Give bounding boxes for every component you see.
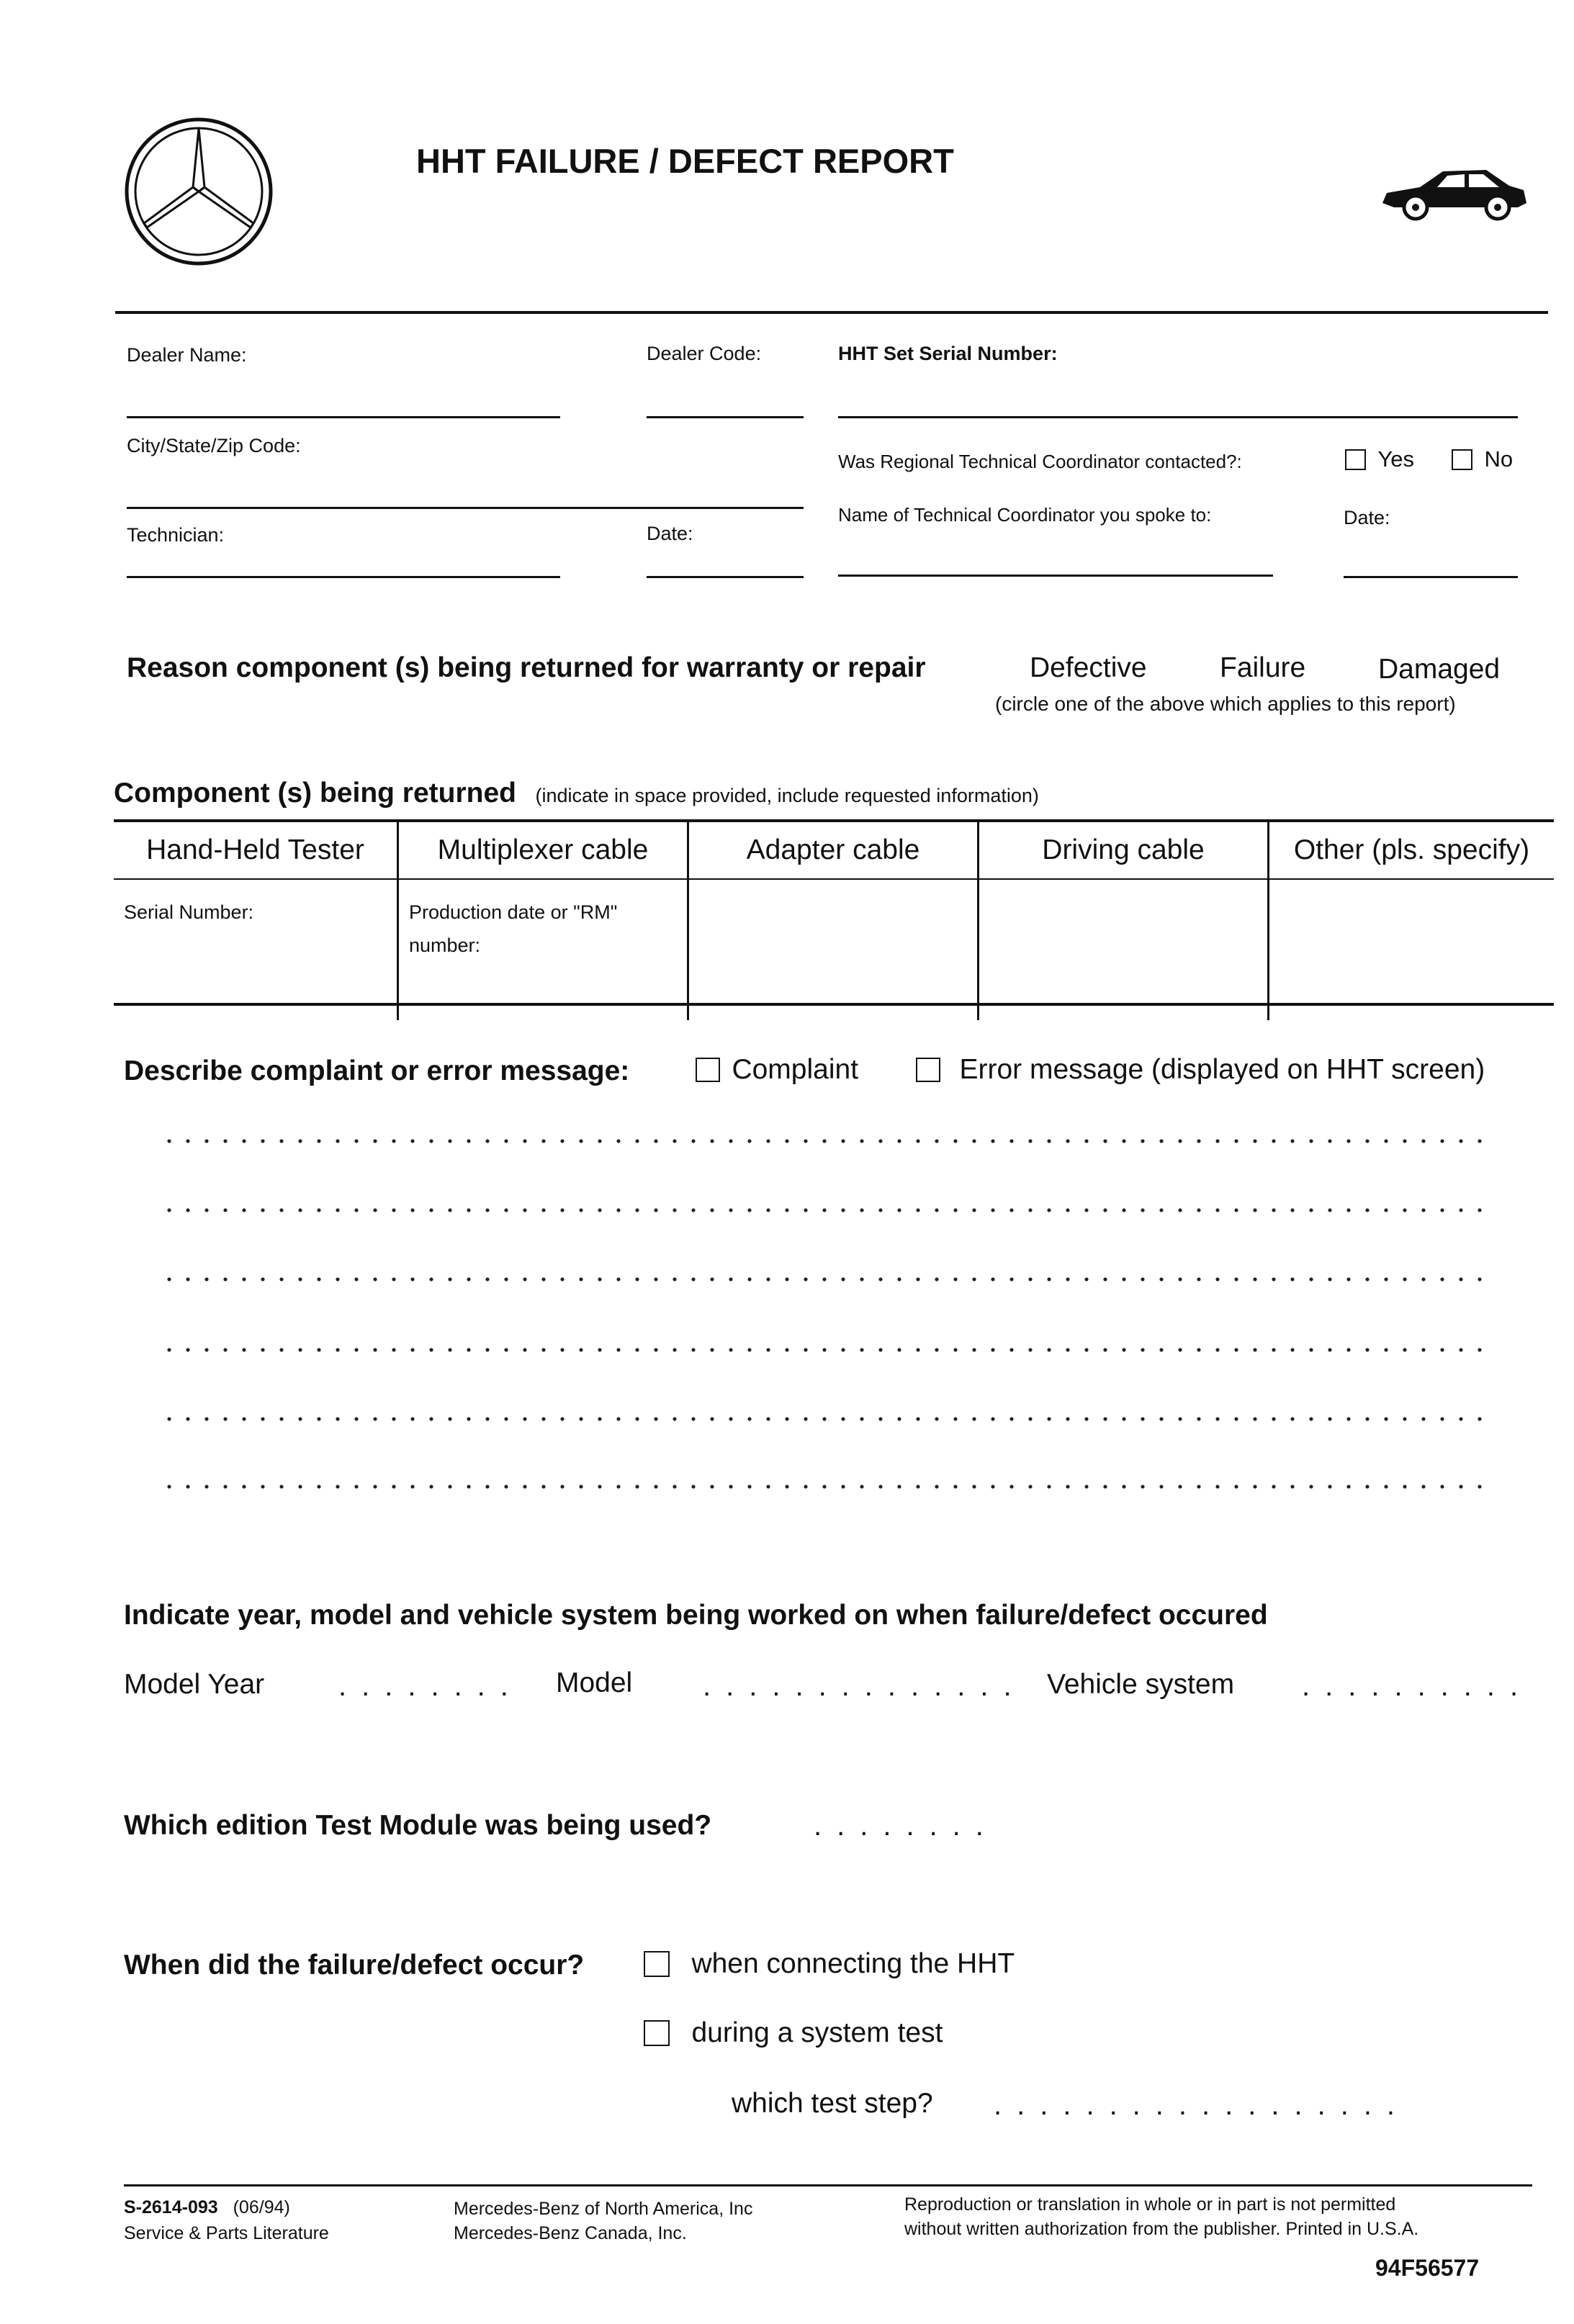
col-other: Other (pls. specify) [1269, 822, 1555, 879]
col-adapter-cable: Adapter cable [688, 822, 979, 879]
yes-checkbox[interactable] [1345, 449, 1366, 470]
complaint-line-6[interactable] [160, 1485, 1485, 1489]
star-logo-icon [122, 115, 275, 268]
coordinator-name-field[interactable] [838, 575, 1273, 577]
date2-field[interactable] [1344, 576, 1518, 578]
col-hand-held-tester: Hand-Held Tester [114, 822, 398, 879]
date2-label: Date: [1344, 507, 1390, 528]
yes-label: Yes [1377, 446, 1415, 472]
cell-serial-number[interactable]: Serial Number: [114, 879, 398, 1020]
system-test-label: during a system test [691, 2017, 943, 2048]
city-field[interactable] [127, 507, 804, 509]
test-module-question: Which edition Test Module was being used? [124, 1810, 712, 1841]
model-year-label: Model Year [124, 1669, 265, 1700]
mercedes-star-logo [122, 115, 275, 271]
complaint-line-1[interactable] [160, 1139, 1485, 1143]
hht-serial-field[interactable] [838, 416, 1518, 418]
cell-driving[interactable] [979, 879, 1269, 1020]
dealer-name-label: Dealer Name: [127, 344, 247, 366]
components-table [114, 822, 1554, 1020]
system-test-checkbox[interactable] [644, 2020, 670, 2046]
components-header-row [114, 822, 1554, 879]
cell-adapter[interactable] [688, 879, 979, 1020]
footer-divider [124, 2184, 1532, 2186]
error-message-checkbox[interactable] [916, 1058, 940, 1082]
reason-option-defective[interactable]: Defective [1030, 652, 1147, 683]
model-field[interactable]: .............. [703, 1670, 1027, 1702]
col-driving-cable: Driving cable [979, 822, 1269, 879]
system-test-option[interactable] [644, 2017, 943, 2049]
page-title: HHT FAILURE / DEFECT REPORT [416, 142, 954, 180]
no-checkbox[interactable] [1452, 449, 1472, 470]
components-heading [114, 778, 1039, 809]
dealer-name-field[interactable] [127, 416, 560, 418]
footer-dept: Service & Parts Literature [124, 2223, 329, 2243]
date-label: Date: [647, 523, 693, 544]
test-module-field[interactable]: ........ [814, 1810, 999, 1842]
error-message-option[interactable] [916, 1054, 1485, 1086]
complaint-checkbox[interactable] [696, 1058, 720, 1082]
footer-notice-2: without written authorization from the publisher. Printed in U.S.A. [904, 2219, 1419, 2239]
error-message-label: Error message (displayed on HHT screen) [959, 1054, 1485, 1085]
technician-field[interactable] [127, 576, 560, 578]
footer-company-1: Mercedes-Benz of North America, Inc [454, 2199, 753, 2219]
connecting-option[interactable] [644, 1948, 1015, 1980]
dealer-code-label: Dealer Code: [647, 343, 762, 364]
complaint-line-4[interactable] [160, 1348, 1485, 1352]
form-number [124, 2197, 290, 2218]
complaint-question: Describe complaint or error message: [124, 1055, 630, 1086]
which-step-field[interactable]: .................. [994, 2089, 1411, 2121]
doc-id: 94F56577 [1375, 2255, 1480, 2281]
components-note: (indicate in space provided, include requested information) [535, 785, 1039, 806]
connecting-checkbox[interactable] [644, 1951, 670, 1977]
reason-option-damaged[interactable]: Damaged [1378, 654, 1501, 685]
form-date: (06/94) [233, 2197, 290, 2217]
complaint-line-2[interactable] [160, 1208, 1485, 1212]
complaint-line-3[interactable] [160, 1277, 1485, 1282]
form-number-text: S-2614-093 [124, 2197, 218, 2217]
cell-production-date[interactable]: Production date or "RM" number: [398, 879, 688, 1020]
no-label: No [1484, 446, 1514, 472]
reason-option-failure[interactable]: Failure [1220, 652, 1306, 683]
vehicle-system-label: Vehicle system [1047, 1669, 1235, 1700]
reason-question: Reason component (s) being returned for warranty or repair [127, 652, 926, 683]
which-step-label: which test step? [732, 2088, 933, 2119]
technician-label: Technician: [127, 524, 225, 546]
car-icon [1377, 166, 1529, 227]
occurrence-question: When did the failure/defect occur? [124, 1950, 585, 1981]
yes-option[interactable] [1345, 446, 1414, 472]
footer-company-2: Mercedes-Benz Canada, Inc. [454, 2223, 687, 2243]
complaint-line-5[interactable] [160, 1417, 1485, 1421]
cell-other[interactable] [1269, 879, 1555, 1020]
complaint-option[interactable] [696, 1054, 858, 1086]
col-multiplexer-cable: Multiplexer cable [398, 822, 688, 879]
vehicle-system-field[interactable]: .......... [1302, 1670, 1534, 1702]
no-option[interactable] [1452, 446, 1513, 472]
reason-note: (circle one of the above which applies to this report) [995, 693, 1456, 715]
model-year-field[interactable]: ........ [338, 1670, 523, 1702]
dealer-code-field[interactable] [647, 416, 804, 418]
components-entry-row [114, 879, 1554, 1020]
hht-serial-label: HHT Set Serial Number: [838, 343, 1058, 364]
regional-coordinator-question: Was Regional Technical Coordinator contacted?: [838, 451, 1242, 472]
coordinator-name-label: Name of Technical Coordinator you spoke to: [838, 504, 1212, 526]
vehicle-heading: Indicate year, model and vehicle system being worked on when failure/defect occured [124, 1600, 1268, 1631]
components-bottom-rule [114, 1003, 1554, 1006]
footer-notice-1: Reproduction or translation in whole or in part is not permitted [904, 2194, 1396, 2215]
date-field[interactable] [647, 576, 804, 578]
city-label: City/State/Zip Code: [127, 435, 301, 456]
components-heading-text: Component (s) being returned [114, 778, 516, 809]
model-label: Model [556, 1667, 633, 1698]
header-divider [115, 311, 1548, 314]
complaint-label: Complaint [732, 1054, 859, 1085]
connecting-label: when connecting the HHT [691, 1948, 1015, 1979]
